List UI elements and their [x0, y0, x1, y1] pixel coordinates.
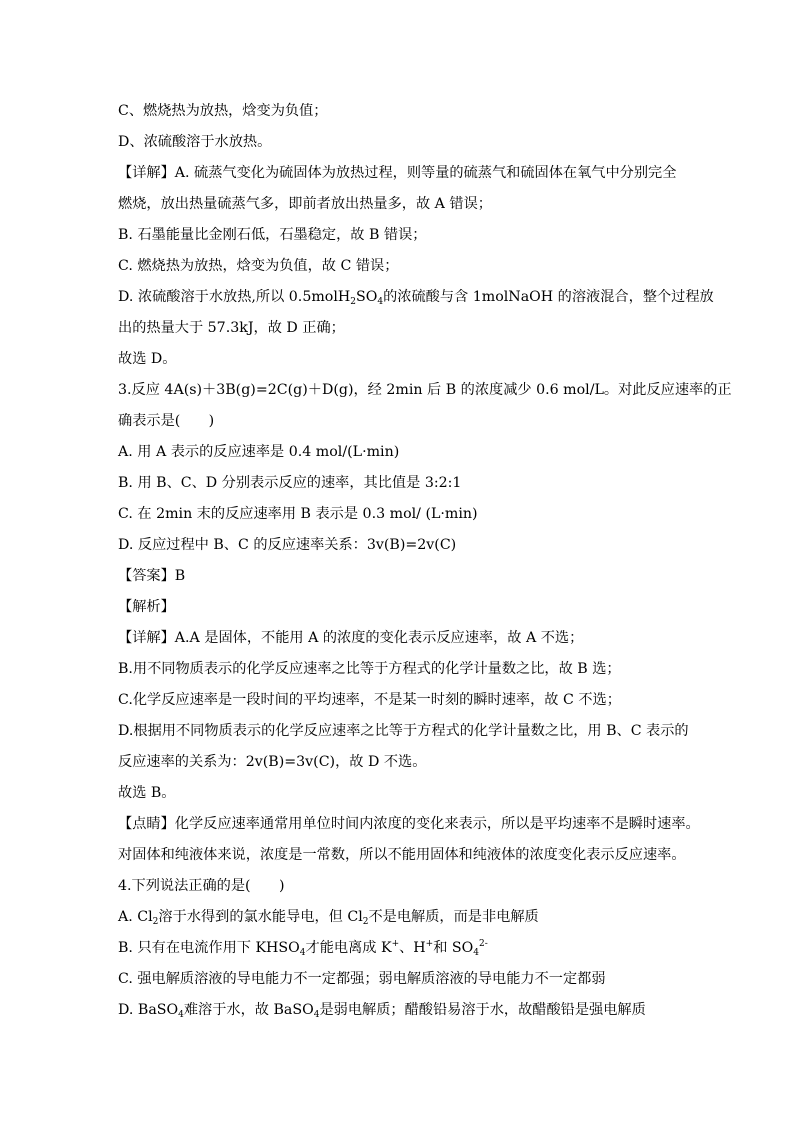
q4-option-a: A. $Cl_2$溶于水得到的氯水能导电，但 $Cl_2$不是电解质，而是非电解质 [118, 909, 539, 927]
q3-tip-line2: 对固体和纯液体来说，浓度是一常数，所以不能用固体和纯液体的浓度变化表示反应速率。 [118, 847, 686, 863]
q2-detail-a-line2: 燃烧，放出热量硫蒸气多，即前者放出热量多，故 A 错误； [118, 196, 492, 212]
q3-detail-d-line1: D.根据用不同物质表示的化学反应速率之比等于方程式的化学计量数之比，用 B、C 表示的 [118, 723, 689, 739]
q3-tip-line1: 【点睛】化学反应速率通常用单位时间内浓度的变化来表示，所以是平均速率不是瞬时速率。 [118, 816, 700, 832]
q3-option-a: A. 用 A 表示的反应速率是 0.4 mol/(L·min) [118, 444, 400, 460]
q3-option-c: C. 在 2min 末的反应速率用 B 表示是 0.3 mol/ (L·min) [118, 506, 478, 522]
q3-conclusion: 故选 B。 [118, 785, 176, 801]
q2-option-c-note: C、燃烧热为放热，焓变为负值； [118, 103, 328, 119]
q3-answer: 【答案】B [118, 568, 186, 584]
q2-option-d-note: D、浓硫酸溶于水放热。 [118, 134, 272, 150]
q3-detail-d-line2: 反应速率的关系为：2v(B)=3v(C)，故 D 不选。 [118, 754, 427, 770]
q2-detail-d-line1: D. 浓硫酸溶于水放热,所以 $0.5molH_2SO_4$的浓硫酸与含 1molNaOH 的溶液混合，整个过程放 [118, 289, 714, 307]
q3-option-b: B. 用 B、C、D 分别表示反应的速率，其比值是 3:2:1 [118, 475, 462, 491]
document-page [118, 96, 732, 1026]
q3-detail-b: B.用不同物质表示的化学反应速率之比等于方程式的化学计量数之比，故 B 选； [118, 661, 621, 677]
q2-conclusion: 故选 D。 [118, 351, 177, 367]
q2-detail-a-line1: 【详解】A. 硫蒸气变化为硫固体为放热过程，则等量的硫蒸气和硫固体在氧气中分别完全 [118, 165, 677, 181]
q2-detail-d-line2: 出的热量大于 57.3kJ，故 D 正确； [118, 320, 345, 336]
q3-stem-line1: 3.反应 4A(s)＋3B(g)=2C(g)＋D(g)，经 2min 后 B 的浓度减少 0.6 mol/L。对此反应速率的正 [118, 382, 732, 398]
q2-detail-c: C. 燃烧热为放热，焓变为负值，故 C 错误； [118, 258, 399, 274]
q3-stem-line2: 确表示是( ) [118, 413, 215, 429]
q3-option-d: D. 反应过程中 B、C 的反应速率关系：3v(B)=2v(C) [118, 537, 457, 553]
q4-stem: 4.下列说法正确的是( ) [118, 878, 285, 894]
q3-detail-a: 【详解】A.A 是固体，不能用 A 的浓度的变化表示反应速率，故 A 不选； [118, 630, 584, 646]
q4-option-c: C. 强电解质溶液的导电能力不一定都强；弱电解质溶液的导电能力不一定都弱 [118, 971, 606, 987]
q3-detail-c: C.化学反应速率是一段时间的平均速率，不是某一时刻的瞬时速率，故 C 不选； [118, 692, 621, 708]
q2-detail-b: B. 石墨能量比金刚石低，石墨稳定，故 B 错误； [118, 227, 427, 243]
q4-option-d: D. BaSO$_4$难溶于水，故 BaSO$_4$是弱电解质；醋酸铅易溶于水，故醋酸铅是强电解质 [118, 1002, 646, 1020]
q4-option-b: B. 只有在电流作用下 $KHSO_4$才能电离成 K+、H+和 $SO_4^{2-}$ [118, 939, 488, 958]
q3-analysis-label: 【解析】 [118, 599, 175, 615]
